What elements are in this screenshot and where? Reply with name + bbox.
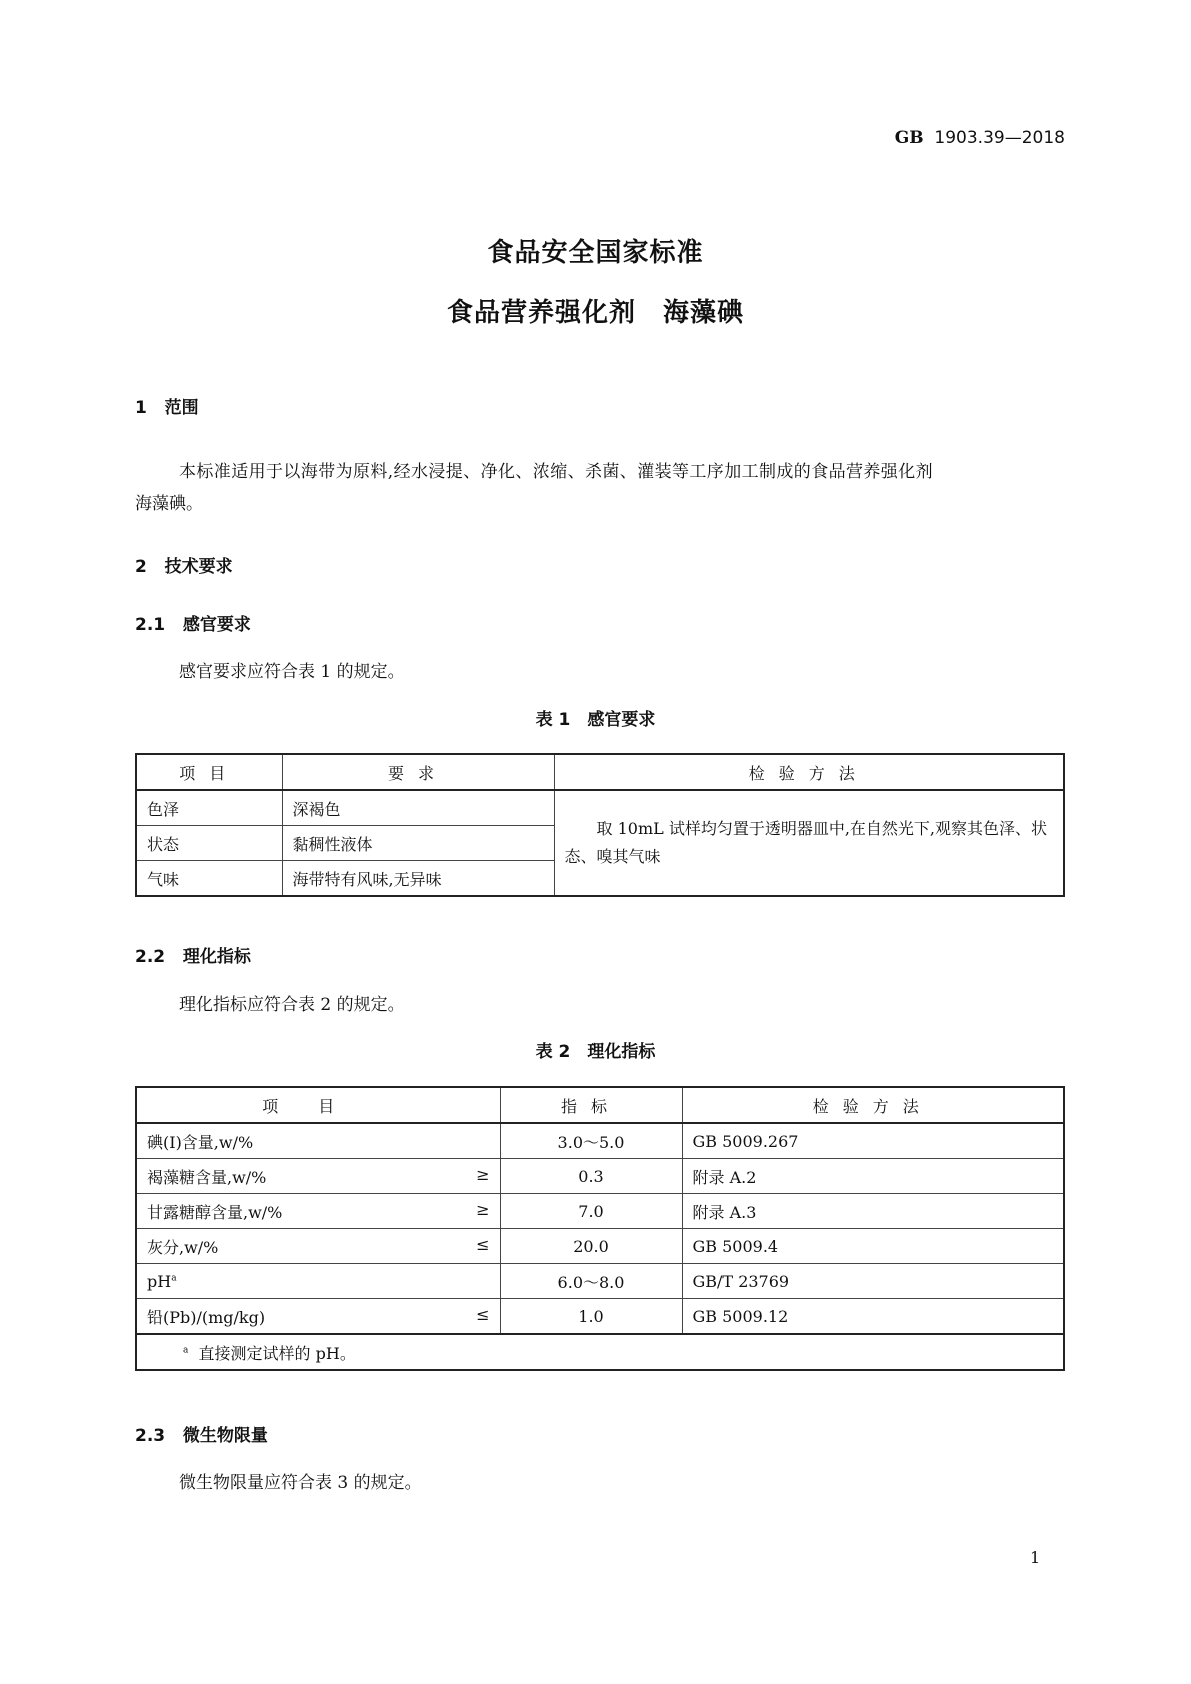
method-cell: GB 5009.12 [682,1299,1064,1335]
table-row [136,790,1064,826]
header-method: 检验方法 [682,1087,1064,1123]
section-2-1-para: 感官要求应符合表 1 的规定。 [179,662,405,682]
value-cell: 1.0 [500,1299,682,1335]
footnote-mark: a [183,1345,189,1356]
section-num: 2.3 [135,1426,166,1446]
document-code [895,128,1065,148]
table2-caption: 表 2 理化指标 [535,1042,656,1062]
item-cell [136,1159,500,1194]
requirement-cell: 黏稠性液体 [282,826,554,861]
section-2-3-para: 微生物限量应符合表 3 的规定。 [179,1473,422,1493]
comparison-symbol: ≥ [476,1164,490,1184]
section-2-2-heading [135,942,251,967]
table-row [136,1299,1064,1335]
section-2-1-heading [135,610,251,635]
section-1-heading [135,393,199,418]
method-cell: GB 5009.267 [682,1123,1064,1159]
section-num: 1 [135,398,147,418]
page-number: 1 [1030,1548,1041,1567]
footnote-cell [136,1334,1064,1370]
table-row [136,1123,1064,1159]
item-label: pH [147,1271,172,1291]
section-1-para-line2: 海藻碘。 [135,494,203,514]
item-label: 灰分,w/% [147,1237,219,1257]
header-item: 项目 [136,1087,500,1123]
section-num: 2.1 [135,615,166,635]
section-title: 技术要求 [164,557,233,577]
value-cell: 6.0～8.0 [500,1264,682,1299]
item-cell [136,1123,500,1159]
comparison-symbol: ≥ [476,1199,490,1219]
section-2-heading [135,552,233,577]
table1 [135,753,1065,897]
item-cell: 气味 [136,861,282,897]
section-2-2-para: 理化指标应符合表 2 的规定。 [179,995,405,1015]
comparison-symbol: ≤ [476,1304,490,1324]
item-label: 铅(Pb)/(mg/kg) [147,1307,266,1327]
table-row [136,1159,1064,1194]
requirement-cell: 深褐色 [282,790,554,826]
item-cell [136,1194,500,1229]
comparison-symbol: ≤ [476,1234,490,1254]
table-header-row [136,1087,1064,1123]
table-footnote-row [136,1334,1064,1370]
footnote-text: 直接测定试样的 pH。 [198,1343,356,1363]
item-cell [136,1229,500,1264]
header-index: 指标 [500,1087,682,1123]
table1-caption: 表 1 感官要求 [535,710,656,730]
value-cell: 20.0 [500,1229,682,1264]
item-cell [136,1264,500,1299]
item-cell: 状态 [136,826,282,861]
section-title: 范围 [164,398,199,418]
section-title: 微生物限量 [182,1426,268,1446]
value-cell: 3.0～5.0 [500,1123,682,1159]
method-cell: 附录 A.2 [682,1159,1064,1194]
code-number: 1903.39—2018 [934,128,1065,148]
method-cell: GB 5009.4 [682,1229,1064,1264]
header-item: 项目 [136,754,282,790]
requirement-cell: 海带特有风味,无异味 [282,861,554,897]
header-method: 检验方法 [554,754,1064,790]
table-row [136,1229,1064,1264]
title-line2: 食品营养强化剂 海藻碘 [446,298,744,328]
item-label: 甘露糖醇含量,w/% [147,1202,283,1222]
item-label: 碘(I)含量,w/% [147,1132,254,1152]
section-title: 感官要求 [182,615,251,635]
table2 [135,1086,1065,1371]
footnote-ref: a [171,1273,177,1284]
section-2-3-heading [135,1421,268,1446]
value-cell: 0.3 [500,1159,682,1194]
value-cell: 7.0 [500,1194,682,1229]
table-row [136,1264,1064,1299]
item-cell: 色泽 [136,790,282,826]
item-label: 褐藻糖含量,w/% [147,1167,267,1187]
section-num: 2 [135,557,147,577]
method-cell: 附录 A.3 [682,1194,1064,1229]
section-1-para-line1: 本标准适用于以海带为原料,经水浸提、净化、浓缩、杀菌、灌装等工序加工制成的食品营养强化剂 [179,462,934,482]
title-line1: 食品安全国家标准 [487,238,704,268]
code-prefix: GB [894,128,924,148]
method-cell: GB/T 23769 [682,1264,1064,1299]
section-title: 理化指标 [182,947,251,967]
table-header-row [136,754,1064,790]
table-row [136,1194,1064,1229]
header-requirement: 要求 [282,754,554,790]
method-cell: 取 10mL 试样均匀置于透明器皿中,在自然光下,观察其色泽、状态、嗅其气味 [554,790,1064,896]
section-num: 2.2 [135,947,166,967]
item-cell [136,1299,500,1335]
